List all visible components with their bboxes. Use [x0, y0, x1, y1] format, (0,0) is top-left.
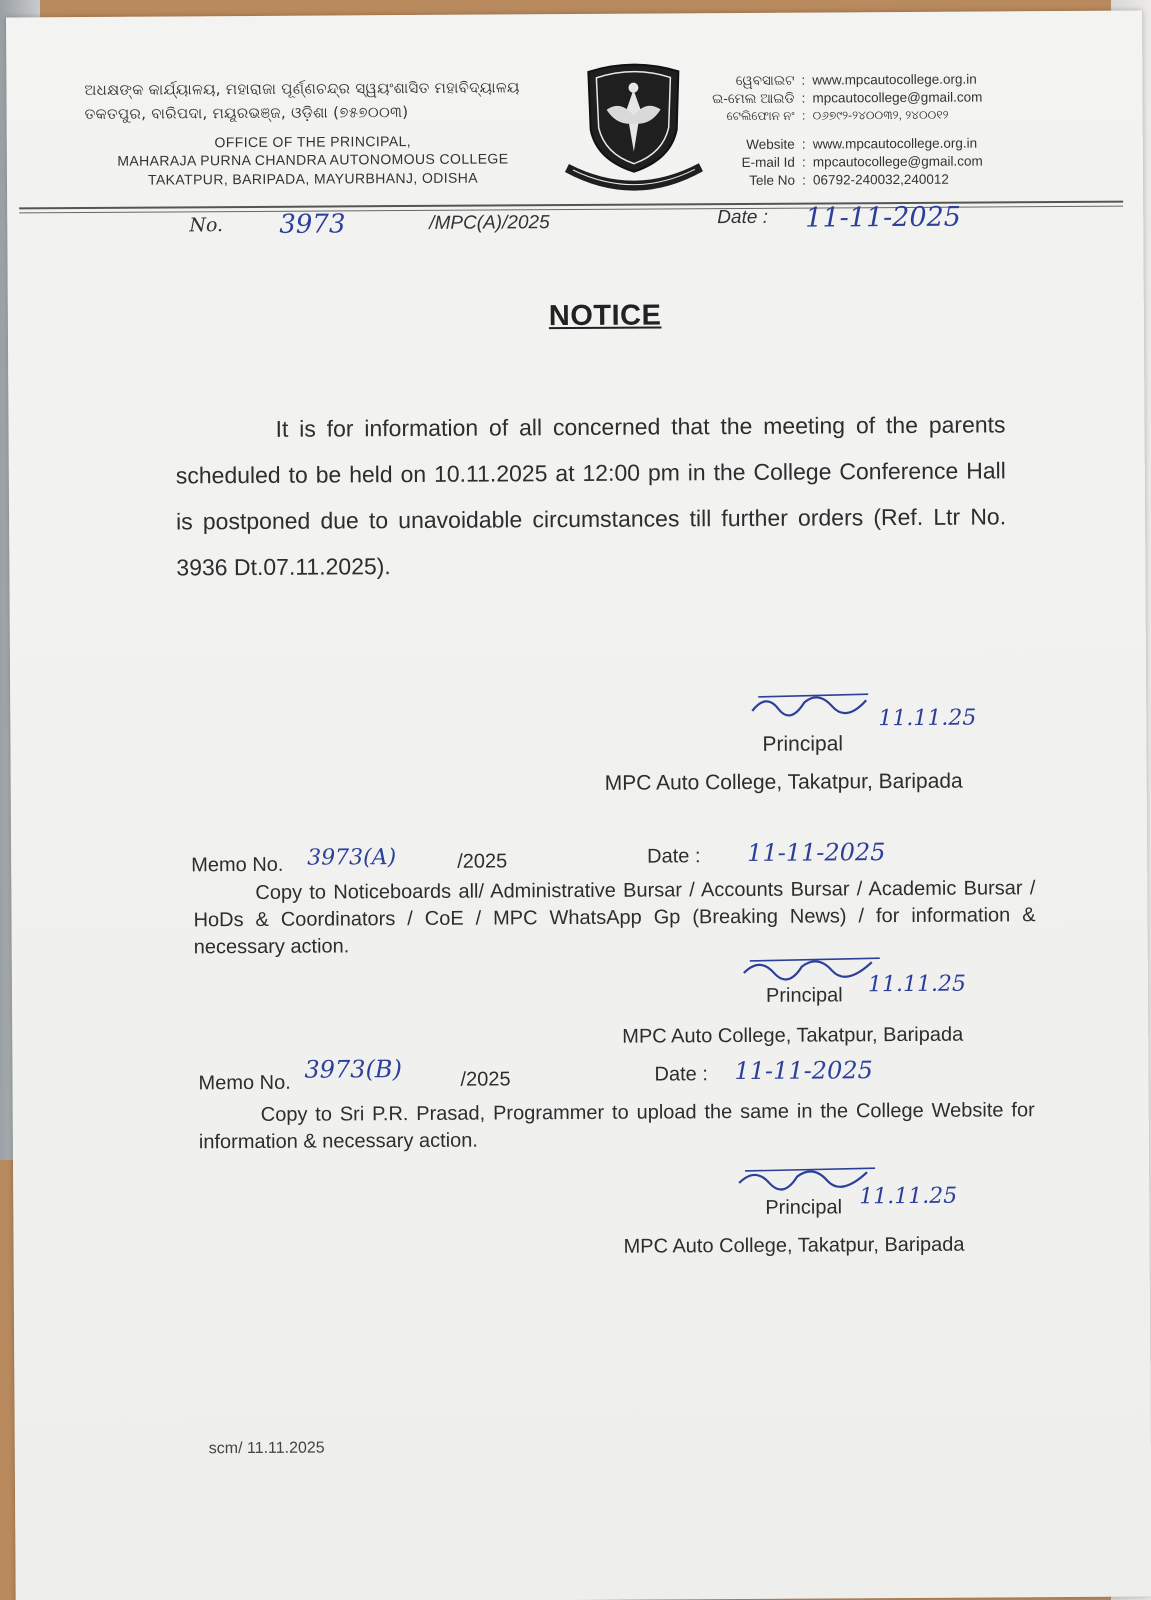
college-emblem-icon — [558, 59, 709, 200]
memo1-date-handwritten: 11-11-2025 — [747, 838, 886, 867]
memo2-number-handwritten: 3973(B) — [304, 1055, 402, 1084]
notice-title: NOTICE — [548, 299, 662, 333]
contact-odia-website: ୱେବସାଇଟ : www.mpcautocollege.org.in — [735, 71, 977, 89]
memo1-text: Copy to Noticeboards all/ Administrative Bursar / Accounts Bursar / Academic Bursar / HoDs & Coordinators / CoE / MPC WhatsApp Gp (Breaking News) / for information & necessary action. — [193, 877, 1036, 959]
memo2-year: /2025 — [460, 1068, 511, 1091]
reference-no-handwritten: 3973 — [279, 209, 346, 240]
notice-body: It is for information of all concerned that the meeting of the parents scheduled to be held on 10.11.2025 at 12:00 pm in the College Conference Hall is postponed due to unavoidable circumstances till further orders (Ref. Ltr No. 3936 Dt.07.11.2025). — [175, 411, 1007, 581]
notice-document — [6, 11, 1151, 1600]
contact-odia-email: ଇ-ମେଲ ଆଇଡି : mpcautocollege@gmail.com — [712, 89, 983, 107]
memo1-number-handwritten: 3973(A) — [307, 845, 397, 871]
memo2-date-label: Date : — [654, 1063, 708, 1086]
header-odia-line-1: ଅଧକ୍ଷଙ୍କ କାର୍ଯ୍ୟାଳୟ, ମହାରାଜା ପୂର୍ଣ୍ଣଚନ୍ଦ୍ର ସ୍ୱୟଂଶାସିତ ମହାବିଦ୍ୟାଳୟ — [84, 78, 520, 99]
header-office: OFFICE OF THE PRINCIPAL, — [214, 132, 412, 151]
contact-email: E-mail Id : mpcautocollege@gmail.com — [741, 153, 983, 170]
memo2-signature-date: 11.11.25 — [859, 1183, 958, 1210]
reference-date-label: Date : — [717, 206, 769, 229]
contact-phone: Tele No : 06792-240032,240012 — [749, 171, 949, 188]
memo2-text: Copy to Sri P.R. Prasad, Programmer to upload the same in the College Website for information & necessary action. — [198, 1099, 1035, 1154]
reference-date-handwritten: 11-11-2025 — [805, 201, 962, 234]
header-address: TAKATPUR, BARIPADA, MAYURBHANJ, ODISHA — [147, 169, 479, 188]
header-odia-line-2: ତକତପୁର, ବାରିପଦା, ମୟୂରଭଞ୍ଜ, ଓଡ଼ିଶା (୭୫୭୦୦୩) — [84, 103, 409, 123]
footer-note: scm/ 11.11.2025 — [208, 1439, 325, 1458]
signature-title: Principal — [762, 732, 844, 756]
memo2-label: Memo No. — [198, 1071, 291, 1095]
memo1-date-label: Date : — [647, 845, 701, 868]
memo1-year: /2025 — [457, 850, 508, 873]
signature-date: 11.11.25 — [878, 705, 977, 732]
memo2-signature-org: MPC Auto College, Takatpur, Baripada — [623, 1233, 965, 1258]
header-college-name: MAHARAJA PURNA CHANDRA AUTONOMOUS COLLEGE — [117, 150, 509, 169]
reference-no-label: No. — [189, 214, 224, 237]
memo1-signature-date: 11.11.25 — [867, 971, 966, 998]
principal-signature — [748, 688, 878, 731]
memo2-signature-title: Principal — [765, 1196, 843, 1219]
memo2-date-handwritten: 11-11-2025 — [734, 1056, 873, 1086]
memo1-signature-title: Principal — [765, 984, 843, 1007]
reference-suffix: /MPC(A)/2025 — [429, 212, 550, 234]
memo1-label: Memo No. — [191, 853, 284, 877]
signature-org: MPC Auto College, Takatpur, Baripada — [604, 769, 963, 795]
contact-odia-phone: ଟେଲିଫୋନ ନଂ : ୦୬୭୯୨-୨୪୦୦୩୨, ୨୪୦୦୧୨ — [726, 107, 949, 124]
contact-website: Website : www.mpcautocollege.org.in — [746, 135, 978, 152]
memo1-signature-org: MPC Auto College, Takatpur, Baripada — [622, 1023, 964, 1048]
